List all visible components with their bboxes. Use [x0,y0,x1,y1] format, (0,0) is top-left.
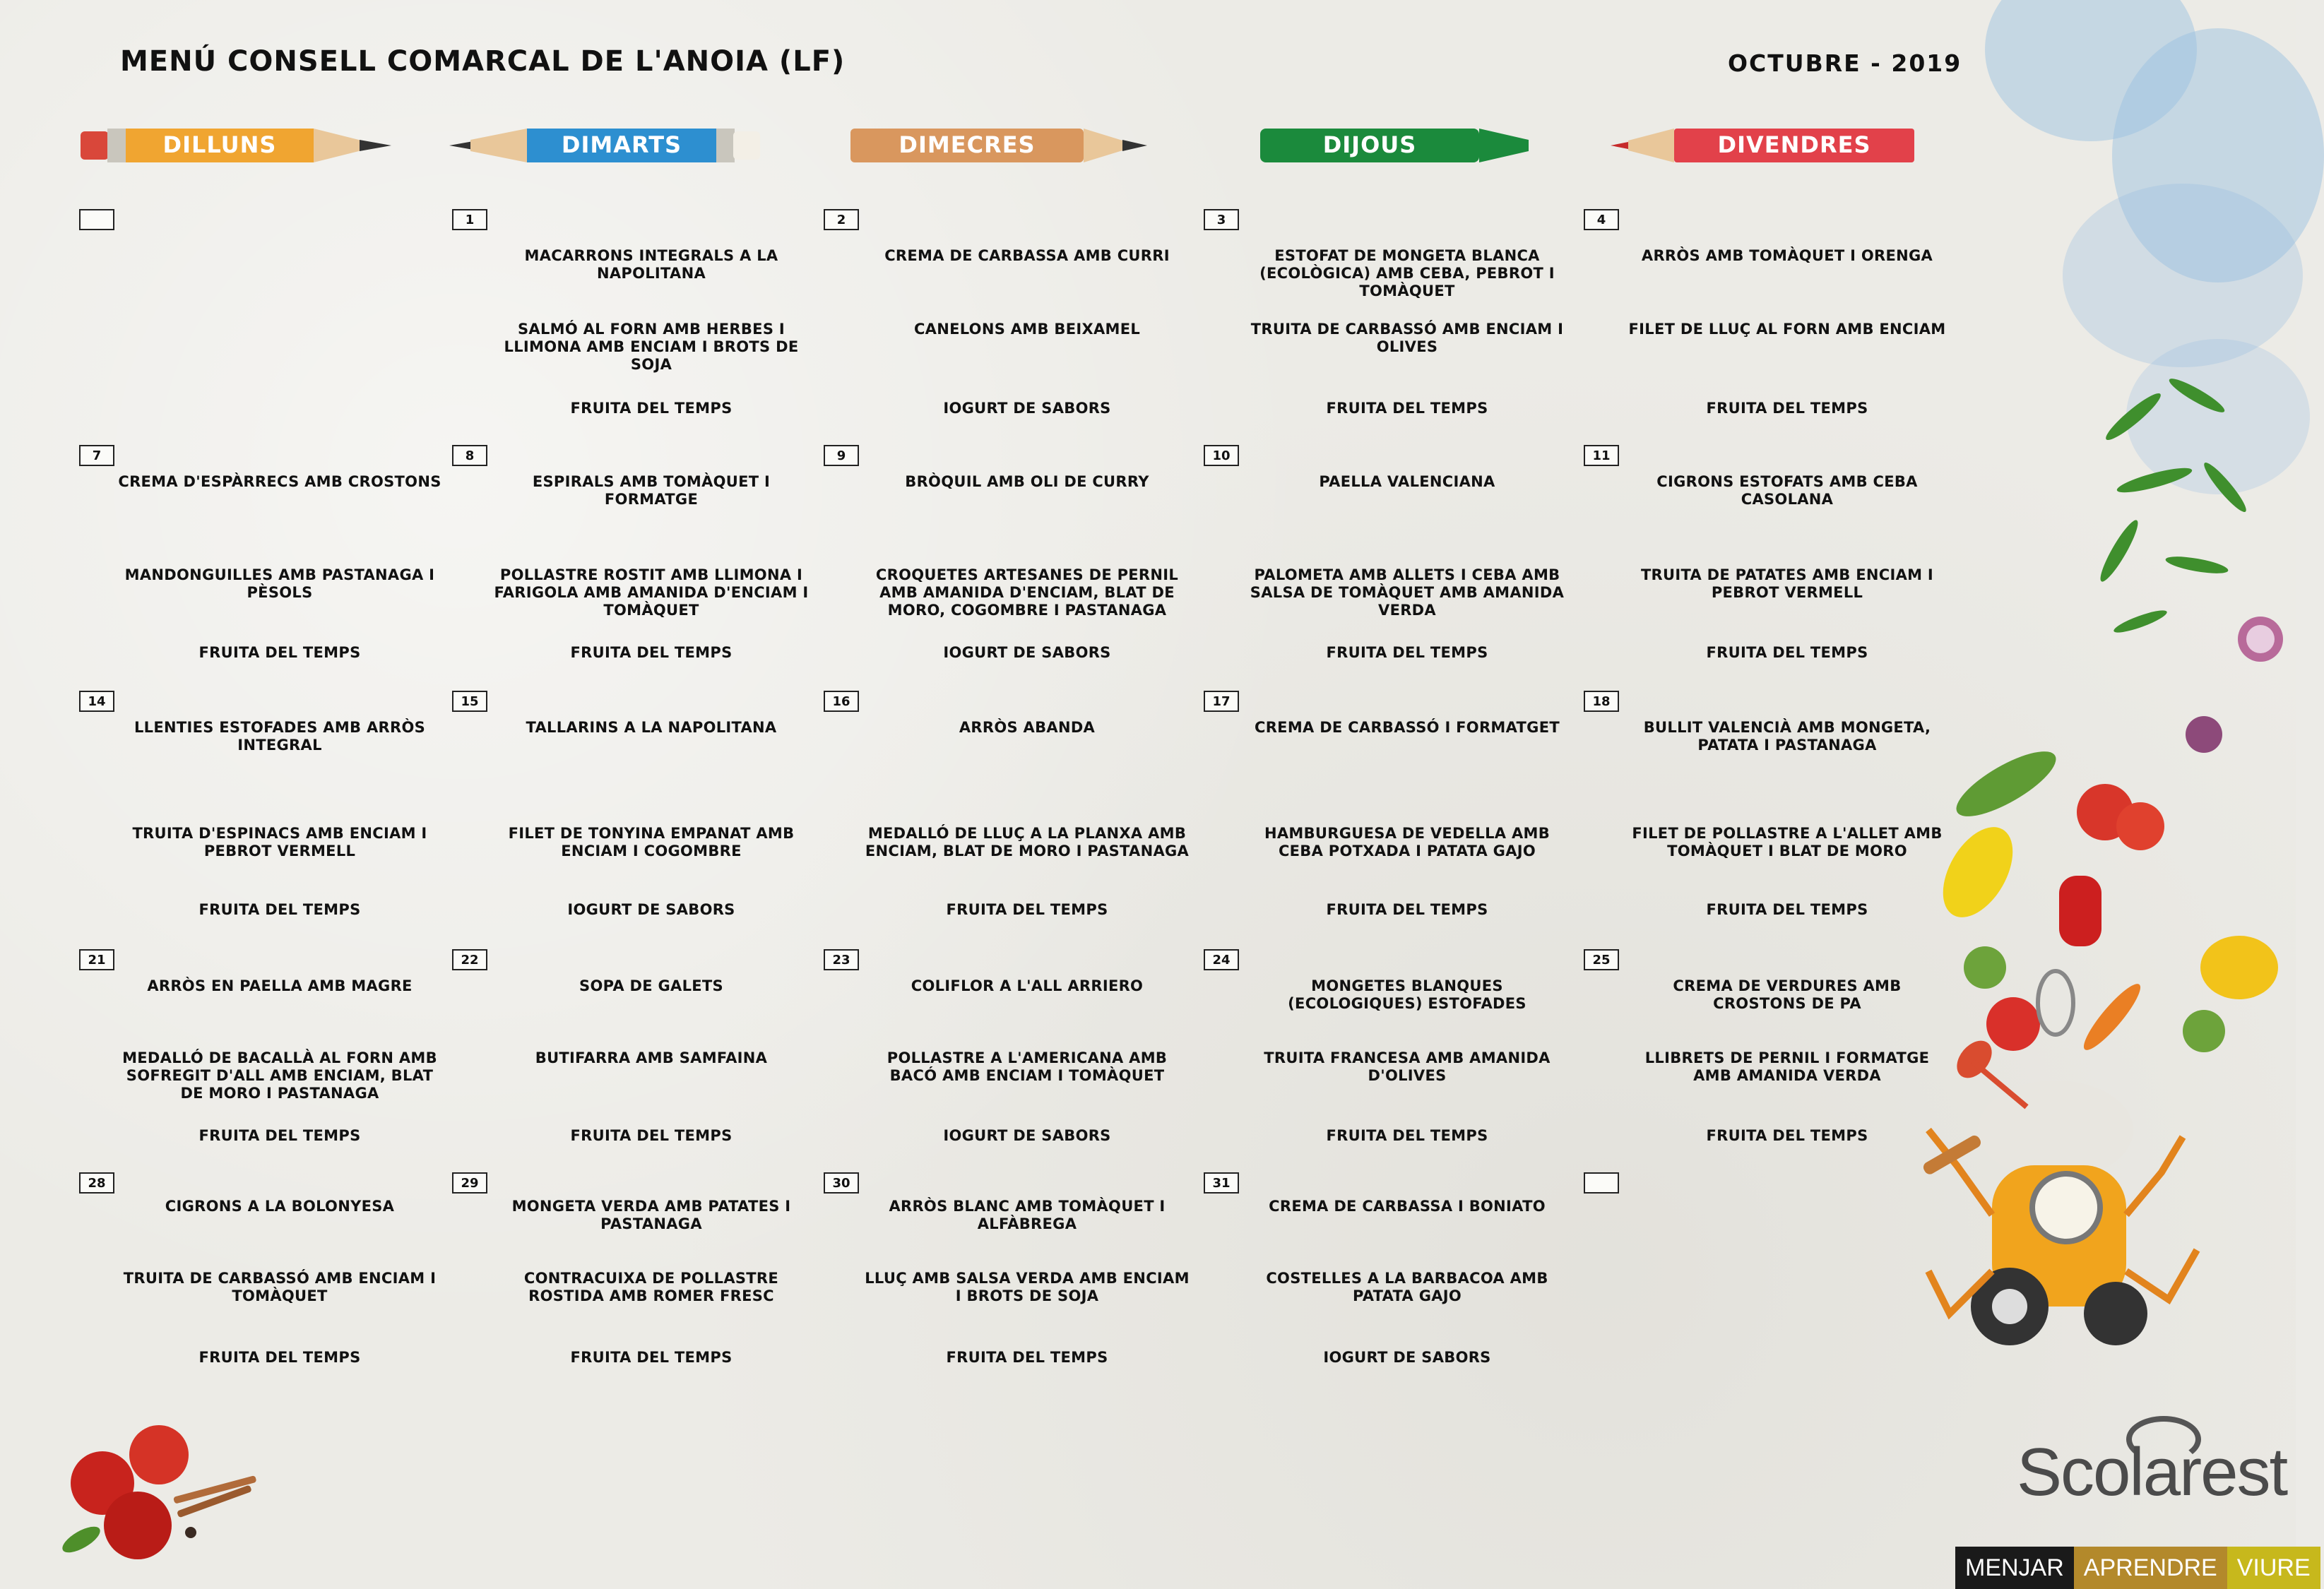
page-title: MENÚ CONSELL COMARCAL DE L'ANOIA (LF) [120,45,846,78]
dessert: FRUITA DEL TEMPS [198,1349,361,1366]
second-course: HAMBURGUESA DE VEDELLA AMB CEBA POTXADA I PATATA GAJO [1264,825,1551,859]
dessert: FRUITA DEL TEMPS [570,1127,733,1144]
first-course: COLIFLOR A L'ALL ARRIERO [911,977,1144,994]
day-number-box: 7 [79,445,114,466]
day-number-box [1584,1172,1619,1194]
second-course: BUTIFARRA AMB SAMFAINA [535,1049,768,1066]
day-divendres: DIVENDRES [1717,131,1871,158]
second-course: MANDONGUILLES AMB PASTANAGA I PÈSOLS [124,566,435,601]
dessert: FRUITA DEL TEMPS [946,901,1108,918]
first-course: PAELLA VALENCIANA [1319,473,1495,490]
slogan-bar [1955,1547,2320,1589]
first-course: ARRÒS EN PAELLA AMB MAGRE [147,977,413,994]
day-number-box: 21 [79,949,114,970]
dessert: FRUITA DEL TEMPS [946,1349,1108,1366]
first-course: CREMA D'ESPÀRRECS AMB CROSTONS [118,473,441,490]
pencil-dijous [1260,119,1543,171]
first-course: SOPA DE GALETS [579,977,723,994]
slogan-aprendre: APRENDRE [2074,1547,2227,1589]
pencil-dimarts [449,119,760,171]
day-number-box: 23 [824,949,859,970]
day-number-box: 22 [452,949,487,970]
second-course: CONTRACUIXA DE POLLASTRE ROSTIDA AMB ROMER FRESC [523,1270,779,1304]
dessert: IOGURT DE SABORS [567,901,735,918]
dessert: FRUITA DEL TEMPS [570,1349,733,1366]
second-course: POLLASTRE A L'AMERICANA AMB BACÓ AMB ENCIAM I TOMÀQUET [887,1049,1168,1084]
second-course: MEDALLÓ DE BACALLÀ AL FORN AMB SOFREGIT D'ALL AMB ENCIAM, BLAT DE MORO I PASTANAGA [122,1049,437,1102]
dessert: FRUITA DEL TEMPS [1706,644,1868,661]
decoration-right [1900,0,2296,1589]
vegetables-illustration [1900,0,2296,1589]
second-course: POLLASTRE ROSTIT AMB LLIMONA I FARIGOLA AMB AMANIDA D'ENCIAM I TOMÀQUET [494,566,809,619]
second-course: TRUITA D'ESPINACS AMB ENCIAM I PEBROT VERMELL [132,825,427,859]
first-course: MONGETES BLANQUES (ECOLOGIQUES) ESTOFADES [1288,977,1526,1012]
second-course: COSTELLES A LA BARBACOA AMB PATATA GAJO [1266,1270,1548,1304]
second-course: TRUITA FRANCESA AMB AMANIDA D'OLIVES [1264,1049,1551,1084]
first-course: ARRÒS AMB TOMÀQUET I ORENGA [1641,247,1933,264]
day-number-box: 11 [1584,445,1619,466]
first-course: ESTOFAT DE MONGETA BLANCA (ECOLÒGICA) AMB CEBA, PEBROT I TOMÀQUET [1259,247,1555,299]
second-course: FILET DE POLLASTRE A L'ALLET AMB TOMÀQUET I BLAT DE MORO [1632,825,1943,859]
day-number-box: 15 [452,691,487,712]
second-course: CANELONS AMB BEIXAMEL [913,321,1141,338]
second-course: FILET DE LLUÇ AL FORN AMB ENCIAM [1628,321,1946,338]
first-course: MACARRONS INTEGRALS A LA NAPOLITANA [524,247,778,282]
day-number-box: 17 [1204,691,1239,712]
second-course: LLUÇ AMB SALSA VERDA AMB ENCIAM I BROTS DE SOJA [865,1270,1190,1304]
day-number-box: 2 [824,209,859,230]
day-number-box: 29 [452,1172,487,1194]
second-course: LLIBRETS DE PERNIL I FORMATGE AMB AMANIDA VERDA [1644,1049,1930,1084]
second-course: PALOMETA AMB ALLETS I CEBA AMB SALSA DE TOMÀQUET AMB AMANIDA VERDA [1250,566,1565,619]
second-course: TRUITA DE CARBASSÓ AMB ENCIAM I TOMÀQUET [123,1270,437,1304]
first-course: ARRÒS BLANC AMB TOMÀQUET I ALFÀBREGA [889,1198,1166,1232]
dessert: FRUITA DEL TEMPS [1326,901,1488,918]
day-number-box: 25 [1584,949,1619,970]
day-dilluns: DILLUNS [162,131,277,158]
day-number-box: 24 [1204,949,1239,970]
dessert: FRUITA DEL TEMPS [1706,1127,1868,1144]
first-course: CREMA DE CARBASSA I BONIATO [1269,1198,1546,1215]
scolarest-logo: Scolarest [2017,1434,2287,1510]
dessert: IOGURT DE SABORS [943,644,1111,661]
first-course: BRÒQUIL AMB OLI DE CURRY [905,473,1149,490]
first-course: CIGRONS ESTOFATS AMB CEBA CASOLANA [1656,473,1918,508]
first-course: CREMA DE CARBASSÓ I FORMATGET [1255,719,1560,736]
day-number-box: 1 [452,209,487,230]
slogan-menjar: MENJAR [1955,1547,2074,1589]
dessert: FRUITA DEL TEMPS [1706,400,1868,417]
apples-illustration [39,1412,272,1575]
second-course: MEDALLÓ DE LLUÇ A LA PLANXA AMB ENCIAM, BLAT DE MORO I PASTANAGA [865,825,1190,859]
pencil-dimecres [850,119,1147,171]
slogan-viure: VIURE [2227,1547,2320,1589]
day-dimecres: DIMECRES [899,131,1036,158]
day-number-box: 16 [824,691,859,712]
dessert: FRUITA DEL TEMPS [198,1127,361,1144]
dessert: FRUITA DEL TEMPS [1326,400,1488,417]
dessert: IOGURT DE SABORS [943,400,1111,417]
first-course: TALLARINS A LA NAPOLITANA [526,719,777,736]
first-course: CIGRONS A LA BOLONYESA [165,1198,395,1215]
day-number-box: 3 [1204,209,1239,230]
day-number-box: 9 [824,445,859,466]
dessert: FRUITA DEL TEMPS [570,400,733,417]
first-course: MONGETA VERDA AMB PATATES I PASTANAGA [511,1198,791,1232]
dessert: FRUITA DEL TEMPS [1326,644,1488,661]
day-number-box: 8 [452,445,487,466]
pencil-divendres [1611,119,1914,171]
second-course: CROQUETES ARTESANES DE PERNIL AMB AMANIDA D'ENCIAM, BLAT DE MORO, COGOMBRE I PASTANAGA [875,566,1179,619]
first-course: ARRÒS ABANDA [959,719,1096,736]
day-number-box [79,209,114,230]
day-number-box: 31 [1204,1172,1239,1194]
day-number-box: 30 [824,1172,859,1194]
dessert: FRUITA DEL TEMPS [198,901,361,918]
day-dimarts: DIMARTS [561,131,682,158]
dessert: FRUITA DEL TEMPS [198,644,361,661]
day-number-box: 4 [1584,209,1619,230]
first-course: CREMA DE CARBASSA AMB CURRI [884,247,1170,264]
first-course: LLENTIES ESTOFADES AMB ARRÒS INTEGRAL [134,719,426,754]
day-number-box: 18 [1584,691,1619,712]
dessert: FRUITA DEL TEMPS [1706,901,1868,918]
first-course: CREMA DE VERDURES AMB CROSTONS DE PA [1673,977,1902,1012]
month-label: OCTUBRE - 2019 [1728,49,1962,77]
dessert: FRUITA DEL TEMPS [1326,1127,1488,1144]
second-course: FILET DE TONYINA EMPANAT AMB ENCIAM I COGOMBRE [508,825,795,859]
day-number-box: 10 [1204,445,1239,466]
day-number-box: 28 [79,1172,114,1194]
second-course: SALMÓ AL FORN AMB HERBES I LLIMONA AMB ENCIAM I BROTS DE SOJA [504,321,799,373]
dessert: FRUITA DEL TEMPS [570,644,733,661]
first-course: BULLIT VALENCIÀ AMB MONGETA, PATATA I PASTANAGA [1643,719,1931,754]
day-number-box: 14 [79,691,114,712]
day-dijous: DIJOUS [1322,131,1417,158]
second-course: TRUITA DE CARBASSÓ AMB ENCIAM I OLIVES [1250,321,1564,355]
pencil-dilluns [81,119,391,171]
second-course: TRUITA DE PATATES AMB ENCIAM I PEBROT VERMELL [1640,566,1934,601]
first-course: ESPIRALS AMB TOMÀQUET I FORMATGE [532,473,771,508]
dessert: IOGURT DE SABORS [943,1127,1111,1144]
dessert: IOGURT DE SABORS [1323,1349,1491,1366]
